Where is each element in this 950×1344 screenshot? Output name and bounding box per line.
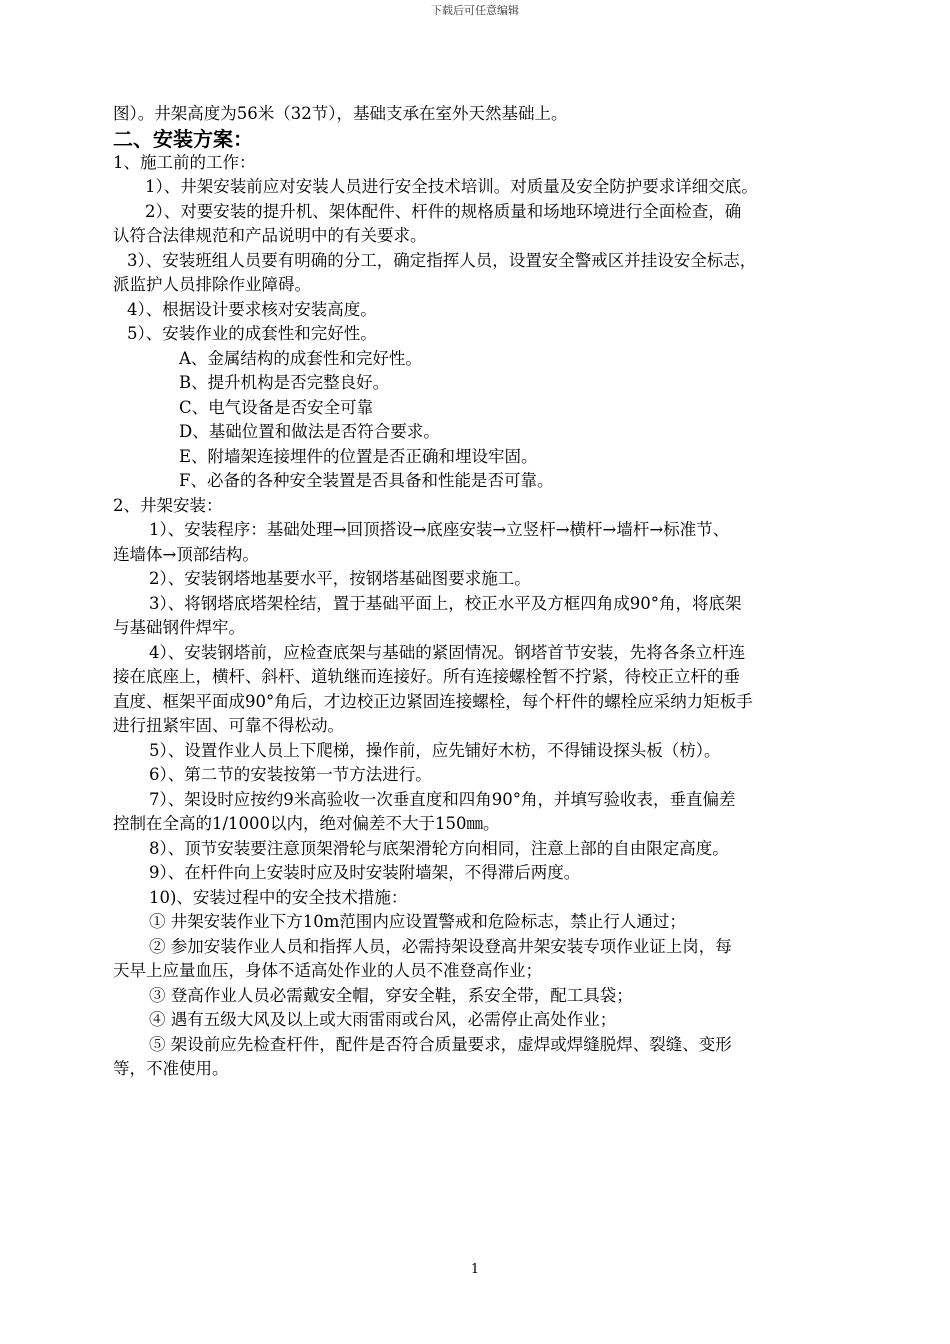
list-item: ④ 遇有五级大风及以上或大雨雷雨或台风，必需停止高处作业；: [149, 1010, 617, 1029]
paragraph-line: 等，不准使用。: [113, 1059, 229, 1078]
list-item: E、附墙架连接埋件的位置是否正确和埋设牢固。: [179, 446, 538, 466]
paragraph-line: 直度、框架平面成90°角后，才边校正边紧固连接螺栓，每个杆件的螺栓应采纳力矩板手: [113, 691, 753, 711]
page-number: 1: [470, 1262, 480, 1277]
paragraph-line: 2）、对要安装的提升机、架体配件、杆件的规格质量和场地环境进行全面检查，确: [145, 201, 742, 221]
paragraph-line: 6）、第二节的安装按第一节方法进行。: [149, 765, 432, 784]
paragraph-line: 天早上应量血压，身体不适高处作业的人员不准登高作业；: [113, 961, 542, 980]
paragraph-line: 控制在全高的1/1000以内，绝对偏差不大于150㎜。: [113, 814, 500, 833]
paragraph-line: 接在底座上，横杆、斜杆、道轨继而连接好。所有连接螺栓暂不拧紧，待校正立杆的垂: [113, 667, 740, 686]
document-body: [113, 102, 873, 1082]
paragraph-line: 1）、井架安装前应对安装人员进行安全技术培训。对质量及安全防护要求详细交底。: [145, 177, 758, 196]
paragraph-line: 3）、安装班组人员要有明确的分工，确定指挥人员，设置安全警戒区并挂设安全标志，: [127, 250, 757, 270]
list-item: ① 井架安装作业下方10m范围内应设置警戒和危险标志，禁止行人通过；: [149, 912, 686, 931]
paragraph-line: 3）、将钢塔底塔架栓结，置于基础平面上，校正水平及方框四角成90°角，将底架: [149, 593, 742, 613]
paragraph-line: 派监护人员排除作业障碍。: [113, 275, 311, 294]
paragraph-line: 连墙体→顶部结构。: [113, 544, 259, 564]
list-item: B、提升机构是否完整良好。: [179, 373, 390, 392]
list-item: C、电气设备是否安全可靠: [179, 397, 374, 417]
paragraph-line: 2）、安装钢塔地基要水平，按钢塔基础图要求施工。: [149, 569, 531, 588]
paragraph-line: 图）。井架高度为56米（32节），基础支承在室外天然基础上。: [113, 104, 568, 123]
paragraph-line: 4）、安装钢塔前，应检查底架与基础的紧固情况。钢塔首节安装，先将各条立杆连: [149, 642, 746, 662]
paragraph-line: 8）、顶节安装要注意顶架滑轮与底架滑轮方向相同，注意上部的自由限定高度。: [149, 838, 729, 858]
subsection-heading: 1、施工前的工作：: [113, 152, 256, 172]
list-item: ⑤ 架设前应先检查杆件，配件是否符合质量要求，虚焊或焊缝脱焊、裂缝、变形: [149, 1034, 732, 1054]
paragraph-line: 与基础钢件焊牢。: [113, 618, 245, 637]
paragraph-line: 4）、根据设计要求核对安装高度。: [127, 299, 377, 319]
paragraph-line: 5）、设置作业人员上下爬梯，操作前，应先铺好木枋，不得铺设探头板（枋）。: [149, 740, 721, 760]
paragraph-line: 7）、架设时应按约9米高验收一次垂直度和四角90°角，并填写验收表，垂直偏差: [149, 789, 736, 809]
list-item: A、金属结构的成套性和完好性。: [179, 348, 422, 368]
paragraph-line: 10)、安装过程中的安全技术措施：: [149, 887, 408, 907]
list-item: ② 参加安装作业人员和指挥人员，必需持架设登高井架安装专项作业证上岗，每: [149, 936, 732, 956]
list-item: D、基础位置和做法是否符合要求。: [179, 422, 440, 441]
section-heading: 二、安装方案：: [113, 126, 253, 151]
paragraph-line: 进行扭紧牢固、可靠不得松动。: [113, 716, 344, 735]
subsection-heading: 2、井架安装：: [113, 495, 223, 515]
page-header: 下载后可任意编辑: [431, 4, 519, 17]
paragraph-line: 9）、在杆件向上安装时应及时安装附墙架，不得滞后两度。: [149, 863, 581, 882]
paragraph-line: 1）、安装程序：基础处理→回顶搭设→底座安装→立竖杆→横杆→墙杆→标准节、: [149, 520, 730, 539]
paragraph-line: 认符合法律规范和产品说明中的有关要求。: [113, 226, 427, 245]
list-item: ③ 登高作业人员必需戴安全帽，穿安全鞋，系安全带，配工具袋；: [149, 985, 633, 1005]
paragraph-line: 5）、安装作业的成套性和完好性。: [127, 324, 377, 343]
list-item: F、必备的各种安全装置是否具备和性能是否可靠。: [179, 471, 554, 490]
